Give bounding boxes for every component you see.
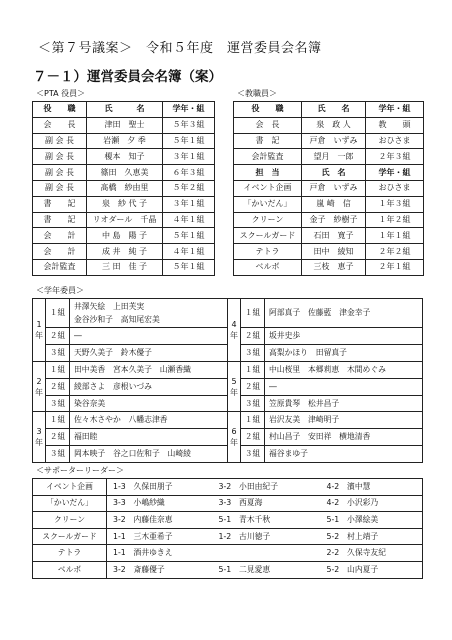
teacher-class: １年２組 (366, 212, 424, 228)
grade-row (33, 299, 423, 328)
class-label: ３組 (241, 395, 265, 412)
pta-class: ５年１組 (163, 228, 215, 244)
teacher-role: テトラ (234, 244, 302, 260)
teachers-label: ＜教職員＞ (237, 89, 277, 98)
pta-class: ５年３組 (163, 117, 215, 133)
supporter-member: 1-1 酒井ゆきえ (107, 545, 213, 562)
supporter-role: クリーン (33, 512, 107, 529)
teachers-header-cell: 氏 名 (302, 102, 366, 118)
supporter-row (33, 561, 423, 578)
pta-class: ４年１組 (163, 244, 215, 260)
pta-role: 副 会 長 (33, 165, 87, 181)
teacher-role: 担 当 (234, 165, 302, 181)
pta-role: 会 計 (33, 244, 87, 260)
teacher-role: スクールガード (234, 228, 302, 244)
teachers-row (234, 259, 424, 275)
pta-header-cell: 学年・組 (163, 102, 215, 118)
supporter-role: 「かいだん」 (33, 495, 107, 512)
class-label: ３組 (46, 344, 70, 361)
pta-role: 会 長 (33, 117, 87, 133)
page-title: ＜第７号議案＞ 令和５年度 運営委員会名簿 (38, 41, 322, 56)
teacher-class: おひさま (366, 133, 424, 149)
teachers-row (234, 180, 424, 196)
pta-class: ３年１組 (163, 149, 215, 165)
class-label: ３組 (46, 446, 70, 463)
supporter-member: 5-2 村上靖子 (321, 528, 423, 545)
supporter-member: 5-2 山内夏子 (321, 561, 423, 578)
pta-officers-table (32, 101, 215, 276)
teacher-name: 石田 寛子 (302, 228, 366, 244)
member-names: 佐々木さやか 八幡志津香 (70, 412, 228, 429)
teacher-name: 田中 綾知 (302, 244, 366, 260)
teachers-row (234, 117, 424, 133)
class-label: ２組 (46, 429, 70, 446)
grade-label: 4 年 (228, 299, 241, 362)
pta-row (33, 196, 215, 212)
pta-class: ３年１組 (163, 196, 215, 212)
class-label: ２組 (46, 378, 70, 395)
class-label: ３組 (46, 395, 70, 412)
member-names: 村山昌子 安田祥 横地清香 (265, 429, 423, 446)
teachers-row (234, 196, 424, 212)
pta-name: 三 田 佳 子 (87, 259, 163, 275)
supporter-member: 1-3 久保田朋子 (107, 479, 213, 496)
member-names: 染谷奈美 (70, 395, 228, 412)
pta-name: 津田 聖士 (87, 117, 163, 133)
teacher-name: 戸倉 いずみ (302, 133, 366, 149)
class-label: ３組 (241, 446, 265, 463)
member-names: 天野久美子 鈴木優子 (70, 344, 228, 361)
supporter-row (33, 479, 423, 496)
teacher-class: ２年２組 (366, 244, 424, 260)
teachers-header-cell: 役 職 (234, 102, 302, 118)
class-label: ２組 (241, 328, 265, 345)
pta-name: 岩瀬 夕 季 (87, 133, 163, 149)
teacher-role: 会 長 (234, 117, 302, 133)
teacher-role: ベルボ (234, 259, 302, 275)
member-names: 中山桜里 本郷莉恵 木間めぐみ (265, 361, 423, 378)
supporter-member: 1-1 三木亜希子 (107, 528, 213, 545)
member-names: 田中美香 宮本久美子 山瀬香織 (70, 361, 228, 378)
supporter-member: 2-2 久保寺友紀 (321, 545, 423, 562)
teacher-role: 書 記 (234, 133, 302, 149)
teacher-class: 教 頭 (366, 117, 424, 133)
supporters-label: ＜サポーターリーダー＞ (36, 466, 124, 475)
teacher-role: クリーン (234, 212, 302, 228)
teachers-row (234, 212, 424, 228)
supporter-role: スクールガード (33, 528, 107, 545)
teacher-name: 望月 一郎 (302, 149, 366, 165)
teacher-role: 会計監査 (234, 149, 302, 165)
supporter-member: 5-1 二見愛恵 (213, 561, 321, 578)
supporter-member: 3-2 斎藤優子 (107, 561, 213, 578)
supporter-member: 5-1 青木千秋 (213, 512, 321, 529)
member-names: 阿部真子 佐藤藍 津金幸子 (265, 299, 423, 328)
pta-header-cell: 氏 名 (87, 102, 163, 118)
pta-row (33, 228, 215, 244)
students-label: ＜学年委員＞ (36, 286, 84, 295)
pta-name: 中 島 陽 子 (87, 228, 163, 244)
supporter-member (213, 545, 321, 562)
pta-name: 成 井 純 子 (87, 244, 163, 260)
pta-row (33, 133, 215, 149)
pta-class: ５年２組 (163, 180, 215, 196)
teachers-row (234, 228, 424, 244)
teacher-class: １年１組 (366, 228, 424, 244)
pta-header-cell: 役 職 (33, 102, 87, 118)
grade-row (33, 361, 423, 378)
pta-row (33, 259, 215, 275)
supporter-row (33, 495, 423, 512)
teachers-row (234, 244, 424, 260)
supporter-row (33, 545, 423, 562)
pta-row (33, 212, 215, 228)
teachers-header-cell: 学年・組 (366, 102, 424, 118)
pta-class: ５年１組 (163, 133, 215, 149)
class-label: １組 (46, 361, 70, 378)
member-names: 福谷まゆ子 (265, 446, 423, 463)
supporter-member: 1-2 古川徳子 (213, 528, 321, 545)
teacher-class: おひさま (366, 180, 424, 196)
supporter-role: テトラ (33, 545, 107, 562)
member-names: 綾部さよ 彦根いづみ (70, 378, 228, 395)
grade-label: 6 年 (228, 412, 241, 463)
teacher-name: 泉 政 人 (302, 117, 366, 133)
section-title: ７－１）運営委員会名簿（案） (33, 69, 222, 85)
supporter-role: イベント企画 (33, 479, 107, 496)
pta-role: 書 記 (33, 212, 87, 228)
pta-name: リオダール 千晶 (87, 212, 163, 228)
grade-label: 1 年 (33, 299, 46, 362)
pta-role: 副 会 長 (33, 180, 87, 196)
supporter-member: 4-2 小沢彩乃 (321, 495, 423, 512)
teacher-role: イベント企画 (234, 180, 302, 196)
class-label: ２組 (241, 429, 265, 446)
pta-role: 会 計 (33, 228, 87, 244)
teacher-class: ２年３組 (366, 149, 424, 165)
pta-role: 書 記 (33, 196, 87, 212)
supporter-role: ベルボ (33, 561, 107, 578)
grade-label: 5 年 (228, 361, 241, 412)
class-label: １組 (46, 299, 70, 328)
pta-role: 副 会 長 (33, 133, 87, 149)
pta-role: 副 会 長 (33, 149, 87, 165)
teacher-class: 学年・組 (366, 165, 424, 181)
pta-name: 篠田 久恵美 (87, 165, 163, 181)
teacher-name: 戸倉 いずみ (302, 180, 366, 196)
supporter-member: 3-3 小嶋紗織 (107, 495, 213, 512)
teachers-row (234, 149, 424, 165)
teacher-name: 氏 名 (302, 165, 366, 181)
teachers-row (234, 133, 424, 149)
supporter-leaders-table (32, 478, 423, 579)
class-label: １組 (241, 361, 265, 378)
pta-class: ５年１組 (163, 259, 215, 275)
class-label: １組 (241, 412, 265, 429)
pta-class: ６年３組 (163, 165, 215, 181)
supporter-row (33, 528, 423, 545)
teacher-class: ２年１組 (366, 259, 424, 275)
teacher-name: 嵐 崎 信 (302, 196, 366, 212)
member-names: 笠原貴琴 松井昌子 (265, 395, 423, 412)
pta-name: 髙橋 紗由里 (87, 180, 163, 196)
supporter-member: 3-2 小田由紀子 (213, 479, 321, 496)
teacher-name: 金子 紗樹子 (302, 212, 366, 228)
supporter-row (33, 512, 423, 529)
class-label: １組 (241, 299, 265, 328)
pta-row (33, 165, 215, 181)
supporter-member: 3-3 西夏海 (213, 495, 321, 512)
supporter-member: 3-2 内藤佳奈恵 (107, 512, 213, 529)
member-names: 福田睦 (70, 429, 228, 446)
pta-row (33, 244, 215, 260)
teacher-role: 「かいだん」 (234, 196, 302, 212)
supporter-member: 5-1 小澤絵美 (321, 512, 423, 529)
pta-name: 榎本 知子 (87, 149, 163, 165)
grade-label: 3 年 (33, 412, 46, 463)
class-label: ２組 (241, 378, 265, 395)
class-label: ３組 (241, 344, 265, 361)
pta-row (33, 117, 215, 133)
teacher-name: 三枝 恵子 (302, 259, 366, 275)
pta-row (33, 180, 215, 196)
member-names: 井澤矢絵 上田芙実 金谷沙和子 高知尾宏美 (70, 299, 228, 328)
grade-row (33, 412, 423, 429)
member-names: 坂井史歩 (265, 328, 423, 345)
class-label: ２組 (46, 328, 70, 345)
member-names: ― (70, 328, 228, 345)
pta-label: ＜PTA 役員＞ (36, 89, 86, 98)
teachers-row (234, 165, 424, 181)
class-label: １組 (46, 412, 70, 429)
pta-name: 泉 紗 代 子 (87, 196, 163, 212)
member-names: 岡本映子 谷之口佐和子 山崎綾 (70, 446, 228, 463)
supporter-member: 4-2 濱中慧 (321, 479, 423, 496)
pta-row (33, 149, 215, 165)
pta-role: 会計監査 (33, 259, 87, 275)
pta-class: ４年１組 (163, 212, 215, 228)
grade-label: 2 年 (33, 361, 46, 412)
teachers-header-row (234, 102, 424, 118)
grade-committee-table (32, 298, 423, 463)
member-names: 高梨かほり 田留真子 (265, 344, 423, 361)
teachers-table (233, 101, 424, 276)
member-names: ― (265, 378, 423, 395)
member-names: 岩沢友美 津崎明子 (265, 412, 423, 429)
teacher-class: １年３組 (366, 196, 424, 212)
pta-header-row (33, 102, 215, 118)
